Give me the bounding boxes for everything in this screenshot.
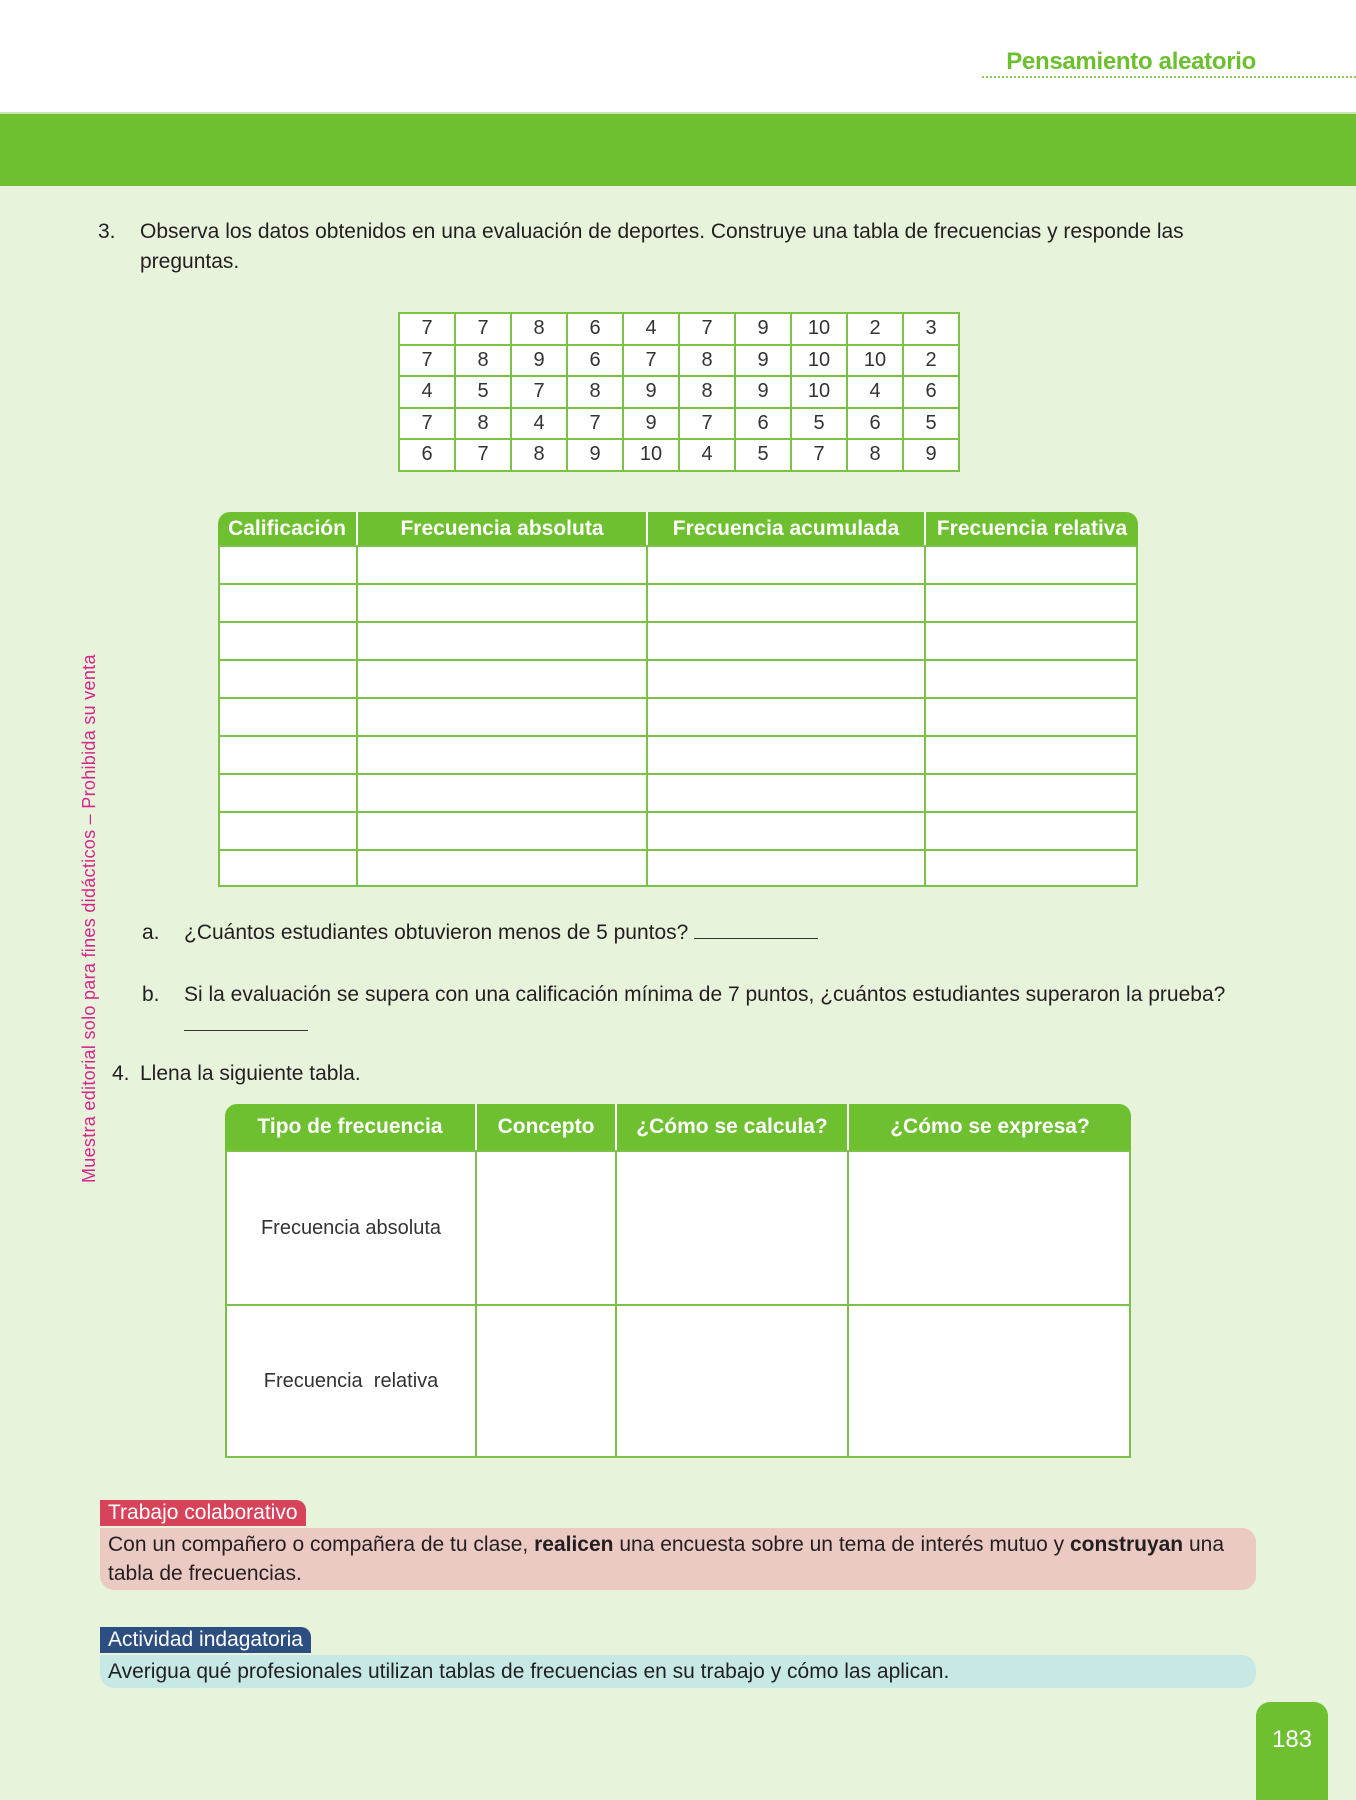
empty-cell[interactable] bbox=[218, 849, 356, 887]
data-cell: 7 bbox=[399, 345, 455, 377]
empty-cell[interactable] bbox=[218, 735, 356, 773]
question-text: Llena la siguiente tabla. bbox=[140, 1062, 361, 1085]
frequency-table bbox=[218, 512, 1138, 887]
data-cell: 8 bbox=[847, 439, 903, 471]
data-cell: 9 bbox=[567, 439, 623, 471]
data-cell: 10 bbox=[791, 376, 847, 408]
data-cell: 6 bbox=[567, 313, 623, 345]
column-header: Frecuencia absoluta bbox=[356, 512, 646, 545]
empty-cell[interactable] bbox=[924, 849, 1138, 887]
collab-bold: construyan bbox=[1069, 1533, 1184, 1556]
empty-cell[interactable] bbox=[924, 621, 1138, 659]
empty-cell[interactable] bbox=[646, 849, 924, 887]
answer-blank[interactable] bbox=[184, 1030, 308, 1031]
data-cell: 4 bbox=[679, 439, 735, 471]
dotted-rule bbox=[982, 76, 1356, 78]
question-b bbox=[142, 980, 1332, 1010]
data-cell: 5 bbox=[903, 408, 959, 440]
question-3 bbox=[98, 217, 1260, 277]
empty-cell[interactable] bbox=[218, 773, 356, 811]
header-band bbox=[0, 112, 1356, 186]
table-row bbox=[225, 1150, 1131, 1304]
collab-box bbox=[100, 1528, 1256, 1590]
data-cell: 9 bbox=[735, 376, 791, 408]
data-cell: 9 bbox=[623, 376, 679, 408]
data-row bbox=[399, 439, 959, 471]
column-header: ¿Cómo se calcula? bbox=[615, 1104, 847, 1150]
empty-cell[interactable] bbox=[356, 773, 646, 811]
column-header: Frecuencia acumulada bbox=[646, 512, 924, 545]
data-row bbox=[399, 313, 959, 345]
question-number: 4. bbox=[112, 1062, 130, 1085]
empty-cell[interactable] bbox=[356, 583, 646, 621]
empty-cell[interactable] bbox=[924, 773, 1138, 811]
data-cell: 6 bbox=[567, 345, 623, 377]
empty-cell[interactable] bbox=[356, 659, 646, 697]
empty-cell[interactable] bbox=[924, 583, 1138, 621]
empty-cell[interactable] bbox=[475, 1150, 615, 1304]
empty-cell[interactable] bbox=[646, 773, 924, 811]
data-cell: 5 bbox=[791, 408, 847, 440]
data-cell: 3 bbox=[903, 313, 959, 345]
column-header: Tipo de frecuencia bbox=[225, 1104, 475, 1150]
data-cell: 6 bbox=[847, 408, 903, 440]
data-cell: 9 bbox=[735, 345, 791, 377]
data-cell: 2 bbox=[847, 313, 903, 345]
column-header: Frecuencia relativa bbox=[924, 512, 1138, 545]
collab-tag: Trabajo colaborativo bbox=[100, 1500, 306, 1526]
empty-cell[interactable] bbox=[646, 583, 924, 621]
data-cell: 4 bbox=[511, 408, 567, 440]
data-cell: 7 bbox=[455, 439, 511, 471]
empty-cell[interactable] bbox=[646, 811, 924, 849]
column-header: Concepto bbox=[475, 1104, 615, 1150]
empty-cell[interactable] bbox=[646, 659, 924, 697]
data-cell: 7 bbox=[679, 408, 735, 440]
data-cell: 9 bbox=[735, 313, 791, 345]
data-cell: 10 bbox=[791, 313, 847, 345]
data-cell: 7 bbox=[511, 376, 567, 408]
data-row bbox=[399, 376, 959, 408]
data-cell: 10 bbox=[623, 439, 679, 471]
table-row bbox=[218, 735, 1138, 773]
empty-cell[interactable] bbox=[218, 545, 356, 583]
page-number: 183 bbox=[1256, 1702, 1328, 1800]
question-a bbox=[142, 918, 689, 948]
collab-text: una tabla de frecuencias. bbox=[108, 1533, 1225, 1585]
data-cell: 7 bbox=[567, 408, 623, 440]
empty-cell[interactable] bbox=[218, 583, 356, 621]
empty-cell[interactable] bbox=[218, 811, 356, 849]
table-row bbox=[218, 545, 1138, 583]
table-row bbox=[225, 1304, 1131, 1458]
collab-text: una encuesta sobre un tema de interés mutuo y bbox=[613, 1533, 1070, 1556]
empty-cell[interactable] bbox=[615, 1304, 847, 1458]
empty-cell[interactable] bbox=[218, 659, 356, 697]
data-cell: 8 bbox=[679, 345, 735, 377]
frequency-types-table bbox=[225, 1104, 1131, 1458]
data-cell: 5 bbox=[735, 439, 791, 471]
data-row bbox=[399, 345, 959, 377]
data-cell: 7 bbox=[679, 313, 735, 345]
data-cell: 7 bbox=[623, 345, 679, 377]
data-row bbox=[399, 408, 959, 440]
empty-cell[interactable] bbox=[615, 1150, 847, 1304]
collab-bold: realicen bbox=[534, 1533, 614, 1556]
side-note: Muestra editorial solo para fines didácticos – Prohibida su venta bbox=[79, 654, 99, 1183]
data-cell: 8 bbox=[679, 376, 735, 408]
data-cell: 4 bbox=[847, 376, 903, 408]
empty-cell[interactable] bbox=[356, 545, 646, 583]
table-row bbox=[218, 697, 1138, 735]
data-cell: 10 bbox=[847, 345, 903, 377]
data-cell: 8 bbox=[567, 376, 623, 408]
question-number: 3. bbox=[98, 220, 116, 243]
data-cell: 7 bbox=[455, 313, 511, 345]
data-cell: 9 bbox=[903, 439, 959, 471]
item-label: a. bbox=[142, 921, 160, 944]
item-text: ¿Cuántos estudiantes obtuvieron menos de 5 puntos? bbox=[184, 921, 689, 944]
data-cell: 7 bbox=[791, 439, 847, 471]
data-cell: 9 bbox=[623, 408, 679, 440]
section-title: Pensamiento aleatorio bbox=[1006, 48, 1256, 75]
empty-cell[interactable] bbox=[924, 659, 1138, 697]
row-label: Frecuencia absoluta bbox=[225, 1150, 475, 1304]
table-row bbox=[218, 583, 1138, 621]
data-cell: 6 bbox=[903, 376, 959, 408]
data-cell: 8 bbox=[455, 345, 511, 377]
data-cell: 8 bbox=[511, 439, 567, 471]
empty-cell[interactable] bbox=[646, 621, 924, 659]
empty-cell[interactable] bbox=[924, 697, 1138, 735]
empty-cell[interactable] bbox=[924, 811, 1138, 849]
empty-cell[interactable] bbox=[646, 697, 924, 735]
empty-cell[interactable] bbox=[924, 545, 1138, 583]
data-cell: 4 bbox=[399, 376, 455, 408]
item-label: b. bbox=[142, 983, 160, 1006]
empty-cell[interactable] bbox=[924, 735, 1138, 773]
column-header: ¿Cómo se expresa? bbox=[847, 1104, 1131, 1150]
collab-text: Con un compañero o compañera de tu clase, bbox=[108, 1533, 535, 1556]
data-cell: 7 bbox=[399, 313, 455, 345]
column-header: Calificación bbox=[218, 512, 356, 545]
table-row bbox=[218, 811, 1138, 849]
data-table bbox=[398, 312, 960, 472]
empty-cell[interactable] bbox=[356, 735, 646, 773]
empty-cell[interactable] bbox=[847, 1150, 1131, 1304]
table-row bbox=[218, 849, 1138, 887]
data-cell: 9 bbox=[511, 345, 567, 377]
empty-cell[interactable] bbox=[218, 621, 356, 659]
table-row bbox=[218, 773, 1138, 811]
data-cell: 6 bbox=[735, 408, 791, 440]
question-4 bbox=[112, 1059, 361, 1089]
data-cell: 8 bbox=[511, 313, 567, 345]
data-cell: 7 bbox=[399, 408, 455, 440]
inquiry-box: Averigua qué profesionales utilizan tablas de frecuencias en su trabajo y cómo las aplican. bbox=[100, 1655, 1256, 1688]
data-cell: 2 bbox=[903, 345, 959, 377]
data-cell: 10 bbox=[791, 345, 847, 377]
data-cell: 8 bbox=[455, 408, 511, 440]
data-cell: 4 bbox=[623, 313, 679, 345]
empty-cell[interactable] bbox=[218, 697, 356, 735]
data-cell: 6 bbox=[399, 439, 455, 471]
table-row bbox=[218, 659, 1138, 697]
question-text: Observa los datos obtenidos en una evaluación de deportes. Construye una tabla de frecuencias y responde las preguntas. bbox=[140, 220, 1184, 273]
empty-cell[interactable] bbox=[356, 697, 646, 735]
empty-cell[interactable] bbox=[475, 1304, 615, 1458]
inquiry-tag: Actividad indagatoria bbox=[100, 1627, 311, 1653]
table-row bbox=[218, 621, 1138, 659]
empty-cell[interactable] bbox=[356, 849, 646, 887]
empty-cell[interactable] bbox=[847, 1304, 1131, 1458]
empty-cell[interactable] bbox=[356, 811, 646, 849]
row-label: Frecuencia relativa bbox=[225, 1304, 475, 1458]
empty-cell[interactable] bbox=[646, 735, 924, 773]
empty-cell[interactable] bbox=[646, 545, 924, 583]
answer-blank[interactable] bbox=[694, 938, 818, 939]
empty-cell[interactable] bbox=[356, 621, 646, 659]
data-cell: 5 bbox=[455, 376, 511, 408]
item-text: Si la evaluación se supera con una calificación mínima de 7 puntos, ¿cuántos estudiantes superaron la prueba? bbox=[184, 983, 1226, 1006]
